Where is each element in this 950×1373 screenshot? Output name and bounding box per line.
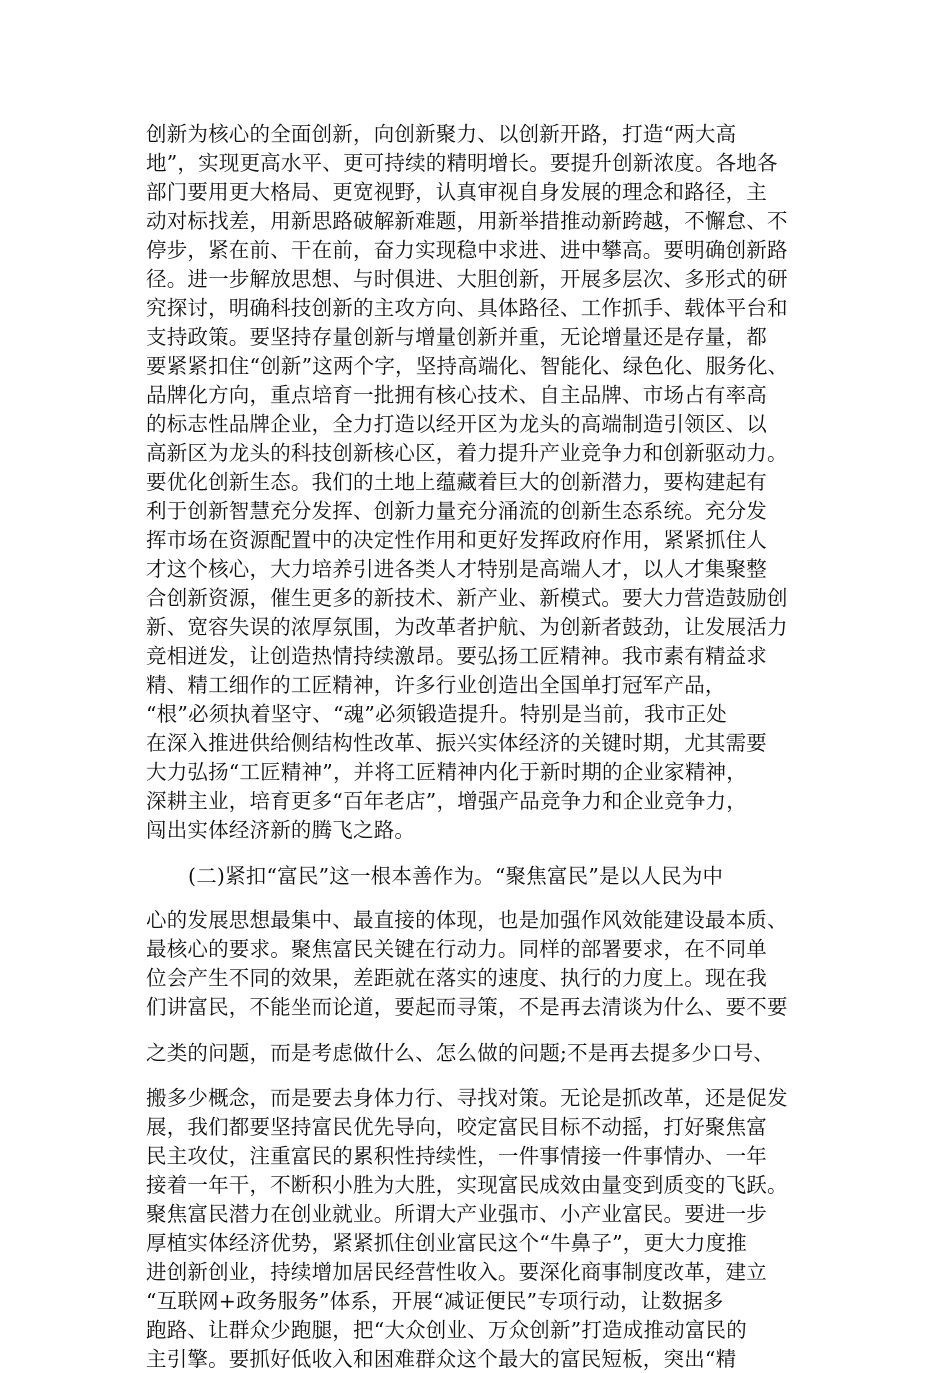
text-line: 新、宽容失误的浓厚氛围，为改革者护航、为创新者鼓劲，让发展活力 <box>146 615 788 639</box>
text-line: 高新区为龙头的科技创新核心区，着力提升产业竞争力和创新驱动力。 <box>146 441 788 465</box>
text-line: 合创新资源，催生更多的新技术、新产业、新模式。要大力营造鼓励创 <box>146 586 788 610</box>
text-line: 部门要用更大格局、更宽视野，认真审视自身发展的理念和路径，主 <box>146 180 767 204</box>
text-line: 要优化创新生态。我们的土地上蕴藏着巨大的创新潜力，要构建起有 <box>146 470 767 494</box>
text-line: 大力弘扬“工匠精神”，并将工匠精神内化于新时期的企业家精神， <box>146 760 747 784</box>
text-line: 之类的问题，而是考虑做什么、怎么做的问题;不是再去提多少口号、 <box>146 1041 775 1065</box>
text-line: 心的发展思想最集中、最直接的体现，也是加强作风效能建设最本质、 <box>146 908 788 932</box>
text-line: 挥市场在资源配置中的决定性作用和更好发挥政府作用，紧紧抓住人 <box>146 528 767 552</box>
text-line: “互联网+政务服务”体系，开展“减证便民”专项行动，让数据多 <box>146 1289 724 1313</box>
text-line: 才这个核心，大力培养引进各类人才特别是高端人才，以人才集聚整 <box>146 557 767 581</box>
text-line: “根”必须执着坚守、“魂”必须锻造提升。特别是当前，我市正处 <box>146 702 727 726</box>
text-line: 聚焦富民潜力在创业就业。所谓大产业强市、小产业富民。要进一步 <box>146 1202 767 1226</box>
text-line: 进创新创业，持续增加居民经营性收入。要深化商事制度改革，建立 <box>146 1260 767 1284</box>
text-line: 在深入推进供给侧结构性改革、振兴实体经济的关键时期，尤其需要 <box>146 731 767 755</box>
text-line: 展，我们都要坚持富民优先导向，咬定富民目标不动摇，打好聚焦富 <box>146 1115 767 1139</box>
text-line: 地”，实现更高水平、更可持续的精明增长。要提升创新浓度。各地各 <box>146 151 778 175</box>
text-line: 动对标找差，用新思路破解新难题，用新举措推动新跨越，不懈怠、不 <box>146 209 788 233</box>
text-line: 创新为核心的全面创新，向创新聚力、以创新开路，打造“两大高 <box>146 122 737 146</box>
text-line: 闯出实体经济新的腾飞之路。 <box>146 818 416 842</box>
text-line: 精、精工细作的工匠精神，许多行业创造出全国单打冠军产品， <box>146 673 726 697</box>
text-line: 要紧紧扣住“创新”这两个字，坚持高端化、智能化、绿色化、服务化、 <box>146 354 789 378</box>
text-line: 深耕主业，培育更多“百年老店”，增强产品竞争力和企业竞争力， <box>146 789 747 813</box>
text-line: 跑路、让群众少跑腿，把“大众创业、万众创新”打造成推动富民的 <box>146 1318 747 1342</box>
text-line: 径。进一步解放思想、与时俱进、大胆创新，开展多层次、多形式的研 <box>146 267 788 291</box>
text-line: 最核心的要求。聚焦富民关键在行动力。同样的部署要求，在不同单 <box>146 937 767 961</box>
text-line: 利于创新智慧充分发挥、创新力量充分涌流的创新生态系统。充分发 <box>146 499 767 523</box>
section-heading-line: (二)紧扣“富民”这一根本善作为。“聚焦富民”是以人民为中 <box>188 864 724 888</box>
text-line: 接着一年干，不断积小胜为大胜，实现富民成效由量变到质变的飞跃。 <box>146 1173 788 1197</box>
text-line: 究探讨，明确科技创新的主攻方向、具体路径、工作抓手、载体平台和 <box>146 296 788 320</box>
text-line: 的标志性品牌企业，全力打造以经开区为龙头的高端制造引领区、以 <box>146 412 767 436</box>
text-line: 主引擎。要抓好低收入和困难群众这个最大的富民短板，突出“精 <box>146 1347 737 1371</box>
text-line: 竞相迸发，让创造热情持续激昂。要弘扬工匠精神。我市素有精益求 <box>146 644 767 668</box>
text-line: 品牌化方向，重点培育一批拥有核心技术、自主品牌、市场占有率高 <box>146 383 767 407</box>
text-line: 们讲富民，不能坐而论道，要起而寻策，不是再去清谈为什么、要不要 <box>146 995 788 1019</box>
text-line: 厚植实体经济优势，紧紧抓住创业富民这个“牛鼻子”，更大力度推 <box>146 1231 747 1255</box>
text-line: 停步，紧在前、干在前，奋力实现稳中求进、进中攀高。要明确创新路 <box>146 238 788 262</box>
text-line: 位会产生不同的效果，差距就在落实的速度、执行的力度上。现在我 <box>146 966 767 990</box>
text-line: 民主攻仗，注重富民的累积性持续性，一件事情接一件事情办、一年 <box>146 1144 767 1168</box>
text-line: 支持政策。要坚持存量创新与增量创新并重，无论增量还是存量，都 <box>146 325 767 349</box>
text-line: 搬多少概念，而是要去身体力行、寻找对策。无论是抓改革，还是促发 <box>146 1086 788 1110</box>
